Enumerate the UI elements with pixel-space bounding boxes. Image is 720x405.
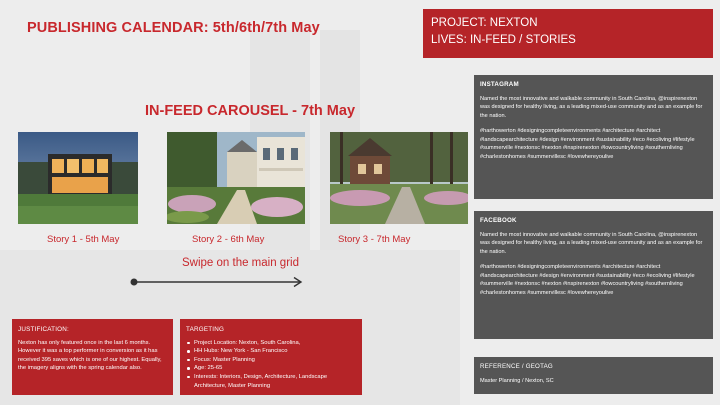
instagram-hashtags: #harthowerton #designingcompleteenvironments #architecture #architect #landscapearchitecture #design #environment #sustainability #eco #ecoliving #lifestyle #summerville #nextonsc #nexton #inspirenexton #lowcountryliving #southernliving #charlestonhomes #summervillesc #lovewhereyoulive — [480, 127, 695, 160]
list-item: HH Hubs: New York - San Francisco — [186, 347, 356, 356]
justification-text: Nexton has only featured once in the last 6 months. However it was a top performer in conversion as it has received 395 saves which is one of our highest. Equally, the imagery aligns with the spring calendar also. — [18, 339, 162, 372]
facebook-panel — [474, 211, 713, 339]
reference-panel — [474, 357, 713, 394]
story-1-image[interactable] — [18, 132, 138, 224]
lives-line: LIVES: IN-FEED / STORIES — [431, 34, 576, 46]
swipe-instruction: Swipe on the main grid — [182, 257, 299, 269]
reference-value: Master Planning / Nexton, SC — [480, 377, 554, 384]
list-item: Interests: Interiors, Design, Architecture, Landscape Architecture, Master Planning — [186, 373, 356, 390]
list-item: Age: 25-65 — [186, 364, 356, 373]
story-3-image[interactable] — [330, 132, 468, 224]
instagram-caption: Named the most innovative and walkable community in South Carolina, @inspirenexton was designed for healthy living, as a leading mixed-use community and as an example for the nation. — [480, 95, 703, 120]
project-line: PROJECT: NEXTON — [431, 17, 538, 29]
facebook-heading: FACEBOOK — [480, 217, 517, 224]
justification-box — [12, 319, 173, 395]
story-3-label: Story 3 - 7th May — [338, 234, 411, 245]
publishing-calendar-title: PUBLISHING CALENDAR: 5th/6th/7th May — [27, 20, 320, 36]
list-item: Focus: Master Planning — [186, 356, 356, 365]
facebook-caption: Named the most innovative and walkable community in South Carolina, @inspirenexton was designed for healthy living, as a leading mixed-use community and as an example for the nation. — [480, 231, 703, 256]
swipe-arrow-icon — [128, 276, 308, 288]
targeting-heading: TARGETING — [186, 326, 225, 333]
targeting-list — [186, 339, 356, 391]
story-2-image[interactable] — [167, 132, 305, 224]
list-item: Project Location: Nexton, South Carolina, — [186, 339, 356, 348]
reference-heading: REFERENCE / GEOTAG — [480, 363, 553, 370]
targeting-box — [180, 319, 362, 395]
instagram-panel — [474, 75, 713, 199]
carousel-title: IN-FEED CAROUSEL - 7th May — [145, 103, 356, 119]
project-box — [423, 9, 713, 58]
story-2-label: Story 2 - 6th May — [192, 234, 265, 245]
story-1-label: Story 1 - 5th May — [47, 234, 120, 245]
justification-heading: JUSTIFICATION: — [18, 326, 69, 333]
instagram-heading: INSTAGRAM — [480, 81, 519, 88]
facebook-hashtags: #harthowerton #designingcompleteenvironments #architecture #architect #landscapearchitecture #design #environment #sustainability #eco #ecoliving #lifestyle #summerville #nextonsc #nexton #inspirenexton #lowcountryliving #southernliving #charlestonhomes #summervillesc #lovewhereyoulive — [480, 263, 695, 296]
